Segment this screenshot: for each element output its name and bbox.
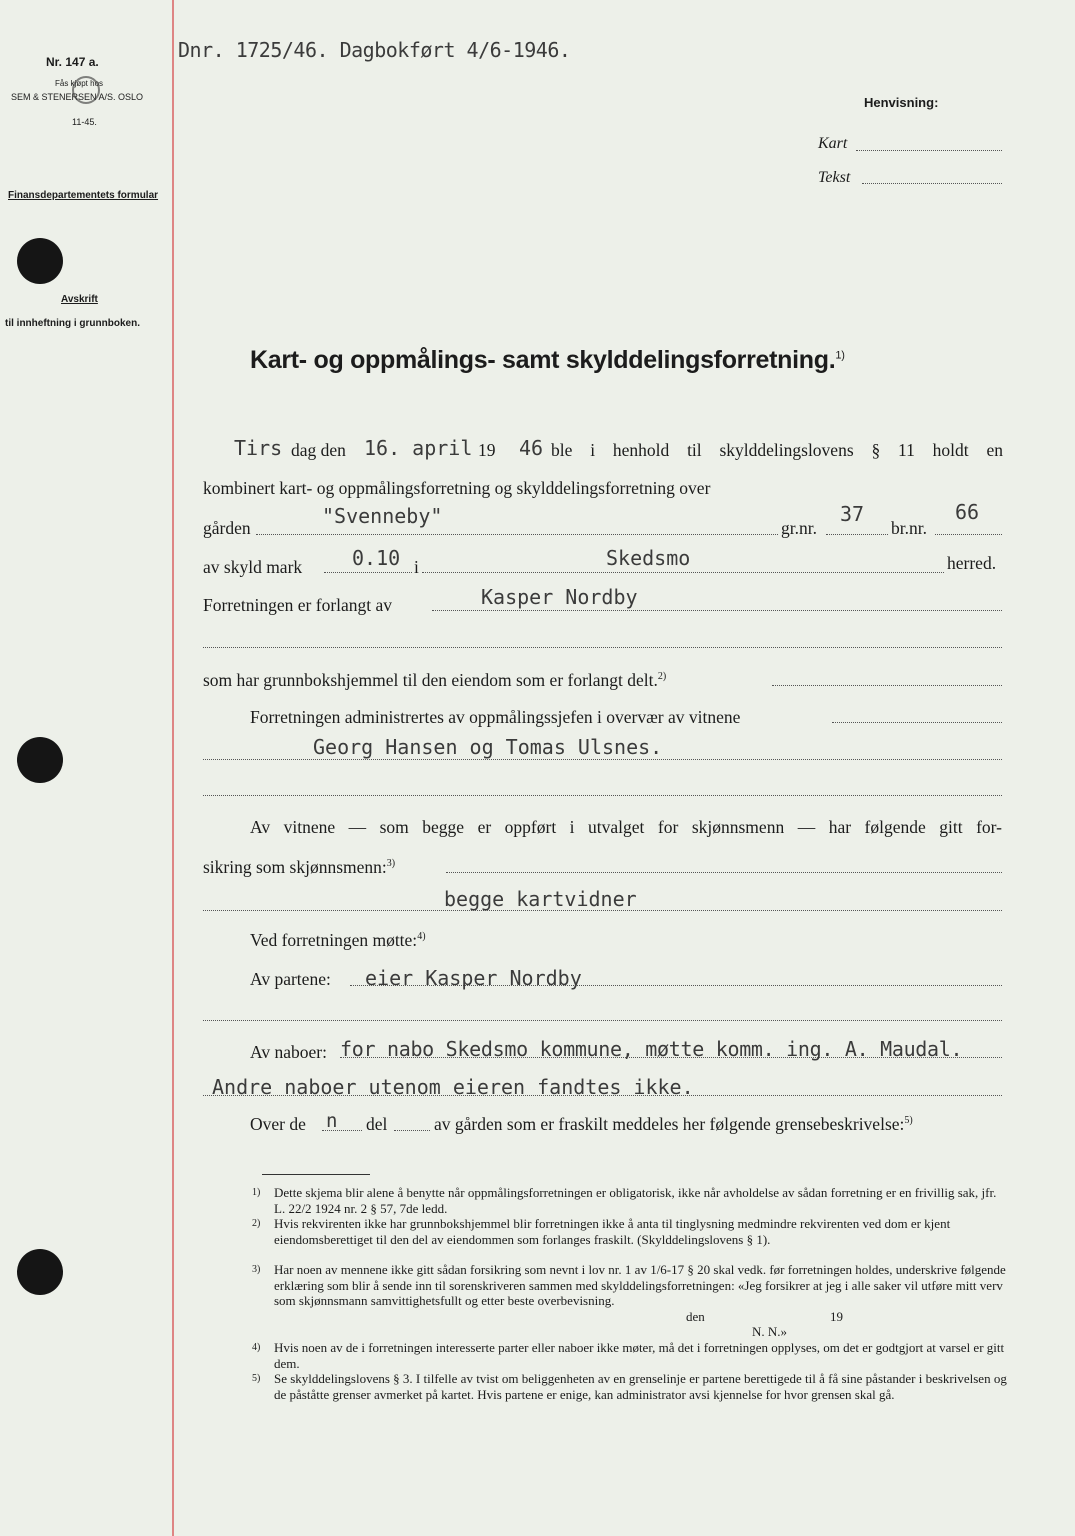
day-filled: Tirs	[234, 436, 283, 460]
requested-by: Kasper Nordby	[481, 585, 638, 609]
stamp-circle-icon	[72, 76, 100, 104]
neighbours-label: Av naboer:	[250, 1042, 327, 1062]
reference-map-line	[856, 150, 1002, 151]
footnote-4-num: 4)	[252, 1342, 261, 1353]
footnote-1-num: 1)	[252, 1187, 261, 1198]
skyld-value: 0.10	[352, 546, 401, 570]
neighbours-value-2: Andre naboer utenom eieren fandtes ikke.	[212, 1075, 694, 1099]
page-title	[250, 346, 845, 375]
form-publisher-line1: Fås kjøpt hos	[55, 79, 104, 88]
attended-label: Ved forretningen møtte:$^{4)}$	[250, 930, 426, 950]
punch-hole-icon	[17, 238, 63, 284]
reference-text-line	[862, 183, 1002, 184]
date-filled: 16. april	[364, 436, 473, 460]
brnr-value: 66	[955, 500, 980, 524]
municipality: Skedsmo	[606, 546, 691, 570]
footnote-5-num: 5)	[252, 1373, 261, 1384]
footnote-3-year: 19	[830, 1309, 843, 1324]
reference-text-label: Tekst	[818, 169, 851, 186]
footnote-3: Har noen av mennene ikke gitt sådan forsikring som nevnt i lov nr. 1 av 1/6-17 § 20 skal vedk. før forretningen holdes, underskrive følgende erklæring som blir å sende inn til sorenskriveren sammen med skylddelingsforretningen: «Jeg forsikrer at jeg i alle saker vil utføre mitt verv som skjønnsmann samvittighetsfullt og etter beste overbevisning.	[274, 1262, 1006, 1308]
title-footnote-ref: 1)	[835, 349, 845, 362]
over-de-label: Over de	[250, 1114, 306, 1134]
form-number: Nr. 147 a.	[46, 55, 99, 69]
margin-line	[172, 0, 174, 1536]
footnote-3-den: den	[686, 1309, 705, 1324]
assurance-value: begge kartvidner	[444, 887, 637, 911]
page-title-text: Kart- og oppmålings- samt skylddelingsforretning.	[250, 346, 836, 374]
parties-value: eier Kasper Nordby	[365, 966, 582, 990]
body-line2: kombinert kart- og oppmålingsforretning og skylddelingsforretning over	[203, 478, 711, 498]
footnote-4: Hvis noen av de i forretningen interesserte parter eller naboer ikke møter, må det i forretningen opplyses, om det er godtgjort at varsel er gitt dem.	[274, 1340, 1005, 1371]
year-filled: 46	[519, 436, 544, 460]
farm-label: gården	[203, 518, 251, 538]
footnote-5: Se skylddelingslovens § 3. I tilfelle av tvist om beliggenheten av en grenselinje er partene berettigede til å få sine påstander i beskrivelsen og de påståtte grenser avmerket på kartet. Hvis partene er enige, kan administrator avsi kjennelse for hvor grensen skal gå.	[274, 1371, 1007, 1402]
reference-map-label: Kart	[818, 135, 848, 152]
herred-label: herred.	[947, 553, 997, 573]
form-department: Finansdepartementets formular	[8, 190, 159, 201]
punch-hole-icon	[17, 737, 63, 783]
parties-label: Av partene:	[250, 969, 331, 989]
footnote-3-num: 3)	[252, 1264, 261, 1275]
footnote-2-num: 2)	[252, 1218, 261, 1229]
footnote-1: Dette skjema blir alene å benytte når oppmålingsforretningen er obligatorisk, ikke når avholdelse av sådan forretning er en frivillig sak, jfr. L. 22/2 1924 nr. 2 § 57, 7de ledd.	[274, 1185, 997, 1216]
witnesses-value: Georg Hansen og Tomas Ulsnes.	[313, 735, 663, 759]
over-de-fill: n	[326, 1110, 338, 1132]
farm-name: "Svenneby"	[322, 504, 443, 528]
neighbours-value: for nabo Skedsmo kommune, møtte komm. ing. A. Maudal.	[340, 1037, 963, 1061]
journal-entry: Dnr. 1725/46. Dagbokført 4/6-1946.	[178, 38, 571, 62]
assurance-line2: sikring som skjønnsmenn:$^{3)}$	[203, 857, 396, 877]
copy-purpose: til innheftning i grunnboken.	[5, 318, 140, 329]
i-label: i	[414, 557, 419, 577]
footnote-separator	[262, 1174, 370, 1175]
day-suffix: dag den	[291, 440, 346, 460]
footnote-3-signature: N. N.»	[752, 1324, 788, 1339]
footnote-2: Hvis rekvirenten ikke har grunnbokshjemmel blir forretningen ikke å anta til tinglysning medmindre rekvirenten ved dom er kjent eiendomsberettiget til den del av eiendommen som forlanges fraskilt. (Skylddelingslovens § 1).	[274, 1216, 951, 1247]
body-line1-rest: ble i henhold til skylddelingslovens § 11 holdt en	[551, 440, 1003, 460]
brnr-label: br.nr.	[891, 518, 927, 538]
grnr-label: gr.nr.	[781, 518, 817, 538]
title-holder-text: som har grunnbokshjemmel til den eiendom som er forlangt delt.$^{2)}$	[203, 670, 667, 690]
reference-heading: Henvisning:	[864, 95, 939, 110]
assurance-line1: Av vitnene — som begge er oppført i utvalget for skjønnsmenn — har følgende gitt for-	[250, 817, 1002, 837]
punch-hole-icon	[17, 1249, 63, 1295]
copy-title: Avskrift	[61, 294, 98, 305]
skyld-label: av skyld mark	[203, 557, 303, 577]
form-edition: 11-45.	[72, 117, 97, 127]
boundary-text: av gården som er fraskilt meddeles her følgende grensebeskrivelse:$^{5)}$	[434, 1114, 913, 1134]
requested-label: Forretningen er forlangt av	[203, 595, 393, 615]
administered-text: Forretningen administrertes av oppmålingssjefen i overvær av vitnene	[250, 707, 741, 727]
year-prefix: 19	[478, 440, 496, 460]
form-publisher-line2: SEM & STENERSEN A/S. OSLO	[11, 92, 144, 102]
del-label: del	[366, 1114, 388, 1134]
grnr-value: 37	[840, 502, 865, 526]
